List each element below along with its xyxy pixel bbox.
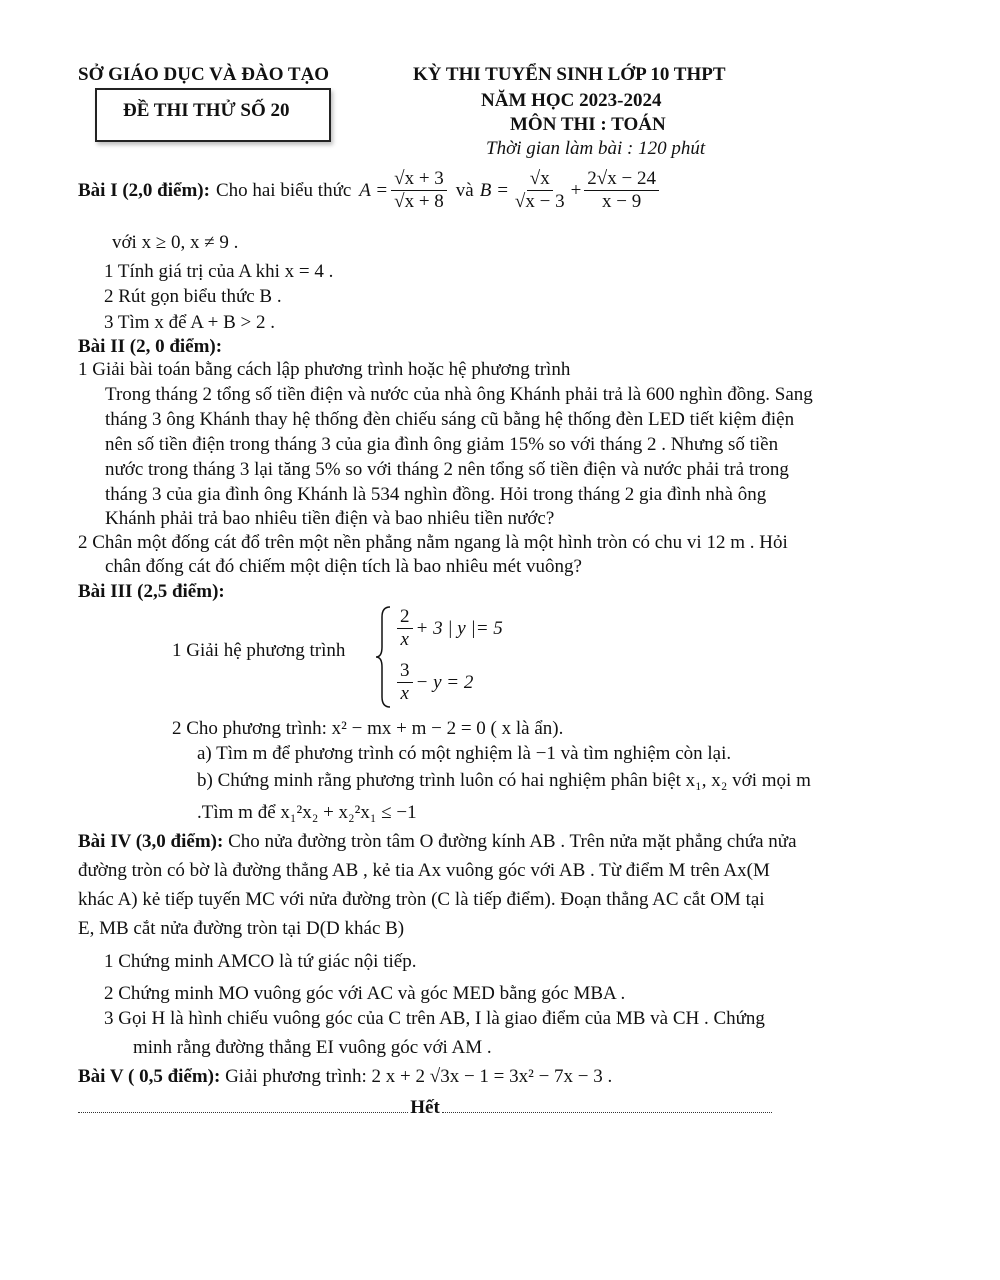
mock-exam-box	[95, 88, 331, 142]
dotted-rule-left	[78, 1098, 408, 1113]
bai3-item2b: b) Chứng minh rằng phương trình luôn có hai nghiệm phân biệt x₁, x₂ với mọi m	[197, 770, 811, 791]
bai1-item-3: 3 Tìm x để A + B > 2 .	[104, 312, 275, 333]
subject: MÔN THI : TOÁN	[510, 114, 666, 135]
eq1-numerator: 2	[397, 606, 413, 629]
bai1-intro: Cho hai biểu thức	[215, 179, 352, 201]
bai2-item1-line: tháng 3 của gia đình ông Khánh là 534 nghìn đồng. Hỏi trong tháng 2 gia đình nhà ông	[105, 484, 767, 505]
bai2-item2-line: chân đống cát đó chiếm một diện tích là bao nhiêu mét vuông?	[105, 556, 582, 577]
bai3-heading: Bài III (2,5 điểm):	[78, 581, 225, 602]
bai4-intro-line: khác A) kẻ tiếp tuyến MC với nửa đường tròn (C là tiếp điểm). Đoạn thẳng AC cắt OM tại	[78, 889, 765, 910]
bai2-item1-line: Trong tháng 2 tổng số tiền điện và nước của nhà ông Khánh phải trả là 600 nghìn đồng. Sang	[105, 384, 813, 405]
expr-a-fraction	[391, 168, 447, 213]
bai4-intro-line: đường tròn có bờ là đường thẳng AB , kẻ tia Ax vuông góc với AB . Từ điểm M trên Ax(M	[78, 860, 770, 881]
bai4-first-line	[78, 831, 797, 853]
expr-a-numerator: √x + 3	[391, 168, 447, 191]
system-eq-1	[394, 606, 503, 651]
expr-a-lhs: A =	[359, 179, 389, 201]
eq2-numerator: 3	[397, 660, 413, 683]
bai3-item1-label: 1 Giải hệ phương trình	[172, 640, 346, 661]
bai4-item-2: 2 Chứng minh MO vuông góc với AC và góc MED bằng góc MBA .	[104, 983, 626, 1004]
exam-title: KỲ THI TUYỂN SINH LỚP 10 THPT	[413, 64, 726, 85]
end-line	[78, 1097, 772, 1119]
bai2-item1-title: 1 Giải bài toán bằng cách lập phương trình hoặc hệ phương trình	[78, 359, 571, 380]
eq2-denominator: x	[400, 683, 409, 704]
bai3-item2b-cont: .Tìm m để x₁²x₂ + x₂²x₁ ≤ −1	[197, 802, 417, 823]
bai4-heading: Bài IV (3,0 điểm):	[78, 831, 224, 852]
bai4-item-3-cont: minh rằng đường thẳng EI vuông góc với AM .	[133, 1037, 492, 1058]
bai3-item2: 2 Cho phương trình: x² − mx + m − 2 = 0 ( x là ẩn).	[172, 718, 564, 739]
mock-exam-label: ĐỀ THI THỬ SỐ 20	[123, 100, 290, 121]
bai5-heading: Bài V ( 0,5 điểm):	[78, 1066, 221, 1087]
bai5-line	[78, 1066, 612, 1088]
expr-b-lhs: B =	[479, 179, 509, 201]
eq1-rest: + 3 | y |= 5	[415, 617, 503, 639]
bai2-item1-line: nước trong tháng 3 lại tăng 5% so với tháng 2 nên tổng số tiền điện và nước phải trả trong	[105, 459, 789, 480]
system-brace-icon	[374, 605, 394, 709]
bai1-line	[78, 168, 662, 213]
bai2-item1-line: tháng 3 ông Khánh thay hệ thống đèn chiếu sáng cũ bằng hệ thống đèn LED tiết kiệm điện	[105, 409, 795, 430]
bai4-item-3: 3 Gọi H là hình chiếu vuông góc của C trên AB, I là giao điểm của MB và CH . Chứng	[104, 1008, 765, 1029]
expr-b-numerator-1: √x	[527, 168, 553, 191]
bai2-item1-line: Khánh phải trả bao nhiêu tiền điện và bao nhiêu tiền nước?	[105, 508, 555, 529]
bai4-intro-line: E, MB cắt nửa đường tròn tại D(D khác B)	[78, 918, 405, 939]
expr-b-numerator-2: 2√x − 24	[584, 168, 659, 191]
bai2-item2-line: 2 Chân một đống cát đổ trên một nền phẳng nằm ngang là một hình tròn có chu vi 12 m . Hỏi	[78, 532, 788, 553]
bai1-heading: Bài I (2,0 điểm):	[78, 179, 210, 201]
plus-sign: +	[570, 179, 582, 201]
bai1-condition: với x ≥ 0, x ≠ 9 .	[112, 232, 239, 253]
system-eq-2	[394, 660, 473, 705]
bai2-heading: Bài II (2, 0 điểm):	[78, 336, 223, 357]
bai1-item-2: 2 Rút gọn biểu thức B .	[104, 286, 282, 307]
expr-b-denominator-1: √x − 3	[514, 191, 565, 212]
eq2-rest: − y = 2	[415, 671, 474, 693]
school-year: NĂM HỌC 2023-2024	[481, 90, 662, 111]
eq1-denominator: x	[400, 629, 409, 650]
exam-time: Thời gian làm bài : 120 phút	[486, 138, 706, 159]
eq1-fraction	[397, 606, 413, 651]
bai2-item1-line: nên số tiền điện trong tháng 3 của gia đình ông giảm 15% so với tháng 2 . Nhưng số tiền	[105, 434, 779, 455]
expr-b-denominator-2: x − 9	[602, 191, 642, 212]
bai1-item-1: 1 Tính giá trị của A khi x = 4 .	[104, 261, 334, 282]
bai4-item-1: 1 Chứng minh AMCO là tứ giác nội tiếp.	[104, 951, 417, 972]
eq2-fraction	[397, 660, 413, 705]
expr-a-denominator: √x + 8	[394, 191, 444, 212]
expr-b-fraction-1	[512, 168, 568, 213]
bai3-item2a: a) Tìm m để phương trình có một nghiệm là −1 và tìm nghiệm còn lại.	[197, 743, 732, 764]
expr-b-fraction-2	[584, 168, 659, 213]
bai5-text: Giải phương trình: 2 x + 2 √3x − 1 = 3x² − 7x − 3 .	[225, 1066, 613, 1087]
department-name: SỞ GIÁO DỤC VÀ ĐÀO TẠO	[78, 64, 330, 85]
bai4-intro-line: Cho nửa đường tròn tâm O đường kính AB . Trên nửa mặt phẳng chứa nửa	[228, 831, 797, 852]
and-word: và	[455, 179, 474, 201]
dotted-rule-right	[442, 1098, 772, 1113]
end-label: Hết	[410, 1097, 440, 1118]
